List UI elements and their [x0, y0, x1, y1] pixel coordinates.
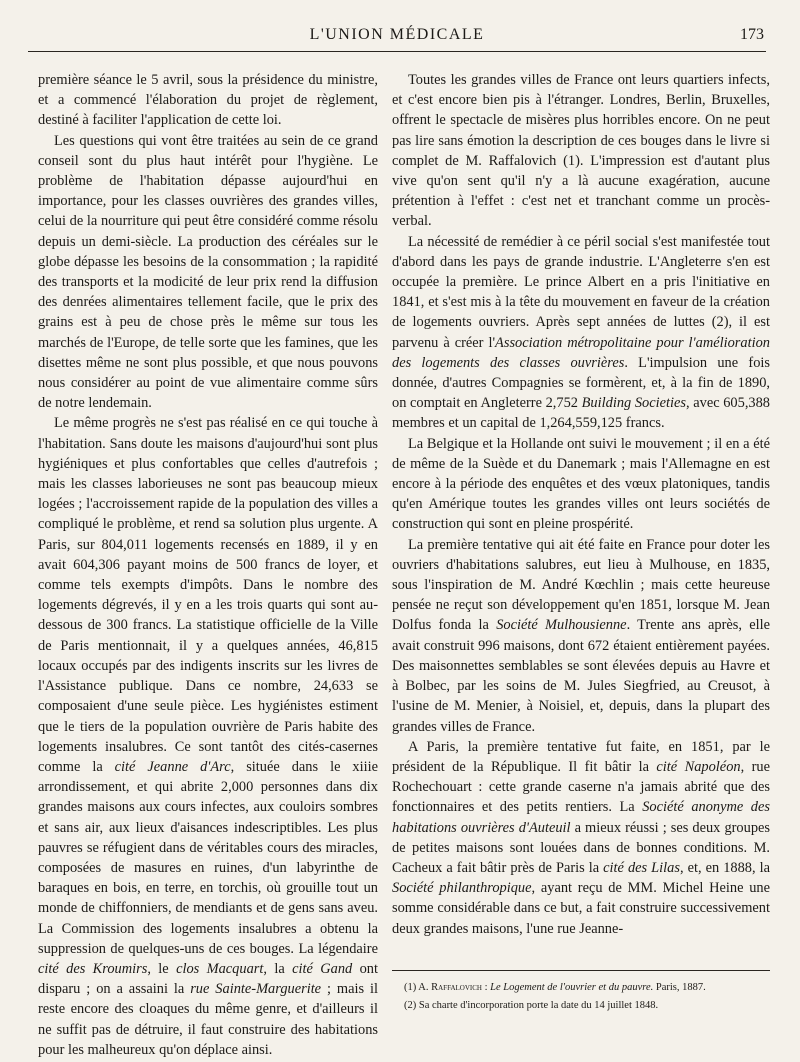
- organization-name: Société Mulhousienne: [496, 617, 627, 634]
- paragraph: A Paris, la première tentative fut faite, en 1851, par le président de la République. Il fit bâtir la cité Napoléon, rue Rochechouart : cette grande caserne n'a jamais abrité que des fonctionnaires et des petits rentiers. La Société anonyme des habitations ouvrières d'Auteuil a mieux réussi ; ses deux groupes de petites maisons sont louées dans de bonnes conditions. M. Cacheux a fait bâtir près de Paris la cité des Lilas, et, en 1888, la Société philanthropique, ayant reçu de MM. Michel Heine une somme considérable dans ce but, a fait construire successivement deux grandes maisons, l'une rue Jeanne-: [392, 738, 771, 937]
- organization-name: Association métropolitaine pour l'amélioration des logements des classes ouvrières: [392, 334, 770, 371]
- organization-name: Société philanthropique: [392, 880, 532, 897]
- footnote-author: Raffalovich: [431, 982, 482, 993]
- place-name: cité des Lilas: [603, 859, 680, 876]
- footnote-rule: [392, 970, 770, 971]
- paragraph: première séance le 5 avril, sous la présidence du ministre, et a commencé l'élaboration du projet de règlement, destiné à faciliter l'application de cette loi.: [38, 72, 378, 129]
- footnote-book-title: Le Logement de l'ouvrier et du pauvre.: [490, 982, 654, 993]
- paragraph: La première tentative qui ait été faite en France pour doter les ouvriers d'habitations salubres, eut lieu à Mulhouse, en 1835, sous l'inspiration de M. André Kœchlin ; mais cette heureuse pensée ne reçut son développement qu'en 1851, lorsque M. Jean Dolfus fonda la Société Mulhousienne. Trente ans après, elle avait construit 996 maisons, dont 672 étaient entièrement payées. Des maisonnettes semblables se sont élevées depuis au Havre et à Bolbec, par les soins de M. Jules Siegfried, au Creusot, à l'usine de M. Menier, à Noisiel, et, depuis, dans la plupart des grandes villes de France.: [392, 536, 770, 735]
- paragraph: Les questions qui vont être traitées au sein de ce grand conseil sont du plus haut intérêt pour l'hygiène. Le problème de l'habitation dépasse aujourd'hui en importance, pour les classes ouvrières des grandes villes, celui de la nourriture qui peut être considéré comme résolu depuis un demi-siècle. La production des céréales sur le globe dépasse les besoins de la consommation ; la rapidité des transports et la modicité de leur prix rend la diffusion des denrées alimentaires tellement facile, que le prix des grains est à peu de chose près le même sur tous les marchés de l'Europe, de telle sorte que les famines, que les disettes même ne sont plus possible, et que nous pouvons nous considérer au point de vue alimentaire comme sûrs de notre lendemain.: [38, 132, 378, 412]
- place-name: rue Sainte-Marguerite: [190, 981, 322, 998]
- page-header: [28, 22, 766, 52]
- organization-name: Société anonyme des habitations ouvrières d'Auteuil: [392, 799, 770, 836]
- paragraph: Toutes les grandes villes de France ont leurs quartiers infects, et c'est encore bien pis à l'étranger. Londres, Berlin, Bruxelles, offrent le spectacle de misères plus horribles encore. On ne peut pas lire sans émotion la description de ces bouges dans le livre si complet de M. Raffalovich (1). L'impression est d'autant plus vive qu'on sent qu'il n'y a là aucune exagération, aucune prétention à l'effet : c'est net et tranchant comme un procès-verbal.: [392, 72, 770, 230]
- header-rule: [28, 51, 766, 52]
- place-name: cité Jeanne d'Arc: [114, 758, 231, 775]
- left-column: [38, 70, 378, 1060]
- footnote-1: (1) A. Raffalovich : Le Logement de l'ouvrier et du pauvre. Paris, 1887.: [404, 982, 706, 993]
- place-name: cité Gand: [292, 960, 353, 977]
- page-number: 173: [740, 26, 764, 43]
- paragraph: Le même progrès ne s'est pas réalisé en ce qui touche à l'habitation. Sans doute les maisons d'aujourd'hui sont plus hygiéniques et plus confortables que celles d'autrefois ; mais les classes laborieuses ne sont pas beaucoup mieux logées ; l'accroissement rapide de la population des villes a compliqué le problème, et rend sa solution plus urgente. A Paris, sur 804,011 logements recensés en 1889, il y en avait 604,306 payant moins de 500 francs de loyer, et comme tels exempts d'impôts. Dans le nombre des logements dégrevés, il y en a les trois quarts qui sont au-dessous de 300 francs. La statistique officielle de la Ville de Paris mentionnait, il y a quelques années, 46,815 locaux occupés par des indigents inscrits sur les livres de l'Assistance publique. Dans ce nombre, 24,633 se composaient d'une seule pièce. Les hygiénistes estiment que le tiers de la population ouvrière de Paris habite des logements insalubres. Ce sont tantôt des cités-casernes comme la cité Jeanne d'Arc, située dans le xiiie arrondissement, et qui abrite 2,000 personnes dans dix grandes maisons aux cours infectes, aux couloirs sombres et sans air, aux lieux d'aisances indescriptibles. Les plus pauvres se réfugient dans de véritables cours des miracles, composées de masures en ruines, d'un labyrinthe de baraques en bois, en terre, en torchis, où grouille tout un monde de chiffonniers, de mendiants et de gens sans aveu. La Commission des logements insalubres a obtenu la suppression de quelques-uns de ces bouges. La légendaire cité des Kroumirs, le clos Macquart, la cité Gand ont disparu ; on a assaini la rue Sainte-Marguerite ; mais il reste encore des cloaques du même genre, et d'ailleurs il ne suffit pas de détruire, il faut construire des habitations pour les malheureux qu'on déplace ainsi.: [38, 415, 379, 1058]
- place-name: clos Macquart: [176, 960, 264, 977]
- place-name: cité des Kroumirs: [38, 960, 148, 977]
- footnote-2: (2) Sa charte d'incorporation porte la date du 14 juillet 1848.: [404, 1000, 659, 1011]
- paragraph: La Belgique et la Hollande ont suivi le mouvement ; il en a été de même de la Suède et du Danemark ; mais l'Allemagne en est encore à la période des enquêtes et des vœux platoniques, tandis qu'en Amérique toutes les grandes villes ont leurs sociétés de construction qui sont en pleine prospérité.: [392, 435, 770, 533]
- paragraph: La nécessité de remédier à ce péril social s'est manifestée tout d'abord dans les pays de grande industrie. L'Angleterre s'en est occupée la première. Le prince Albert en a pris l'initiative en 1841, et s'est mis à la tête du mouvement en faveur de la création de logements ouvriers. Après sept années de luttes (2), il est parvenu à créer l'Association métropolitaine pour l'amélioration des logements des classes ouvrières. L'impulsion une fois donnée, d'autres Compagnies se formèrent, et, à la fin de 1890, on comptait en Angleterre 2,752 Building Societies, avec 605,388 membres et un capital de 1,264,559,125 francs.: [392, 233, 771, 432]
- right-column: [392, 70, 770, 939]
- organization-name: Building Societies: [581, 395, 686, 412]
- place-name: cité Napoléon: [656, 758, 741, 775]
- footnotes: [392, 970, 770, 1017]
- running-title: L'UNION MÉDICALE: [309, 26, 485, 43]
